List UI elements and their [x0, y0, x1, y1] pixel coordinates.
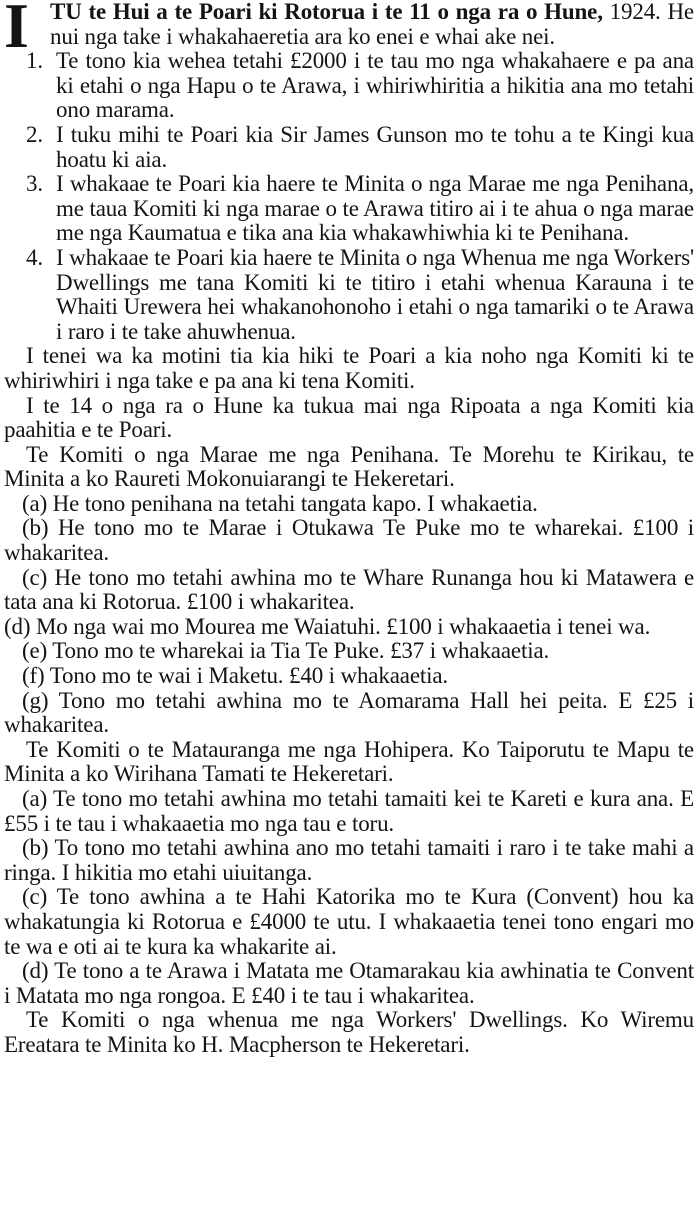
list-item: [4, 246, 694, 344]
education-item-c: (c) Te tono awhina a te Hahi Katorika mo te Kura (Convent) hou ka whakatungia ki Rotorua e £4000 te utu. I whakaaetia tenei tono engari mo te wa e oti ai te kura ka whakarite ai.: [4, 884, 694, 959]
motion-paragraph: I tenei wa ka motini tia kia hiki te Poari a kia noho nga Komiti ki te whiriwhiri i nga take e pa ana ki tena Komiti.: [4, 343, 694, 393]
item-text: Te tono kia wehea tetahi £2000 i te tau mo nga whakahaere e pa ana ki etahi o nga Hapu o te Arawa, i whiriwhiritia a hikitia ana mo tetahi ono marama.: [56, 48, 694, 123]
intro-paragraph: [4, 0, 694, 61]
marae-item-g: (g) Tono mo tetahi awhina mo te Aomarama Hall hei peita. E £25 i whakaritea.: [4, 687, 694, 738]
list-item: [4, 172, 694, 246]
item-text: I whakaae te Poari kia haere te Minita o nga Whenua me nga Workers' Dwellings me tana Komiti ki te titiro i etahi whenua Karauna i te Whaiti Urewera hei whakanohonoho i etahi o nga tamariki o te Arawa i raro i te take ahuwhenua.: [56, 244, 694, 344]
education-item-b: (b) To tono mo tetahi awhina ano mo tetahi tamaiti i raro i te take mahi a ringa. I hikitia mo etahi uiuitanga.: [4, 835, 694, 885]
item-number: 1.: [26, 48, 43, 74]
reports-paragraph: I te 14 o nga ra o Hune ka tukua mai nga Ripoata a nga Komiti kia paahitia e te Poari.: [4, 392, 694, 443]
list-item: [4, 123, 694, 172]
education-item-a: (a) Te tono mo tetahi awhina mo tetahi tamaiti kei te Kareti e kura ana. E £55 i te tau i whakaaetia mo nga tau e toru.: [4, 786, 694, 836]
marae-item-d: (d) Mo nga wai mo Mourea me Waiatuhi. £100 i whakaaetia i tenei wa.: [4, 613, 651, 639]
education-item-d: (d) Te tono a te Arawa i Matata me Otamarakau kia awhinatia te Convent i Matata mo nga rongoa. E £40 i te tau i whakaritea.: [4, 958, 694, 1008]
item-text: I tuku mihi te Poari kia Sir James Gunson mo te tohu a te Kingi kua hoatu ki aia.: [56, 121, 694, 172]
marae-item-b: (b) He tono mo te Marae i Otukawa Te Puke mo te wharekai. £100 i whakaritea.: [4, 515, 694, 566]
intro-rest: 1924. He nui nga take i whakahaeretia ara ko enei e whai ake nei.: [50, 0, 694, 49]
marae-item-e: (e) Tono mo te wharekai ia Tia Te Puke. £37 i whakaaetia.: [22, 638, 550, 664]
resolution-list: [4, 49, 694, 344]
drop-cap: I: [4, 0, 29, 61]
marae-item-c: (c) He tono mo tetahi awhina mo te Whare Runanga hou ki Matawera e tata ana ki Rotorua. £100 i whakaritea.: [4, 564, 694, 615]
marae-committee-heading: Te Komiti o nga Marae me nga Penihana. Te Morehu te Kirikau, te Minita a ko Raureti Mokonuiarangi te Hekeretari.: [4, 441, 694, 492]
marae-item-a: (a) He tono penihana na tetahi tangata kapo. I whakaetia.: [22, 490, 538, 516]
list-item: [4, 49, 694, 123]
education-committee-heading: Te Komiti o te Matauranga me nga Hohipera. Ko Taiporutu te Mapu te Minita a ko Wirihana Tamati te Hekeretari.: [4, 736, 694, 787]
item-number: 4.: [26, 244, 43, 270]
item-number: 3.: [26, 171, 43, 197]
land-committee-heading: Te Komiti o nga whenua me nga Workers' Dwellings. Ko Wiremu Ereatara te Minita ko H. Macpherson te Hekeretari.: [4, 1007, 694, 1057]
marae-item-f: (f) Tono mo te wai i Maketu. £40 i whakaaetia.: [22, 663, 449, 689]
item-text: I whakaae te Poari kia haere te Minita o nga Marae me nga Penihana, me taua Komiti ki nga marae o te Arawa titiro ai i te ahua o nga marae me nga Kaumatua e tika ana kia whakawhiwhia ki te Penihana.: [56, 171, 694, 246]
item-number: 2.: [26, 121, 43, 147]
intro-lead: TU te Hui a te Poari ki Rotorua i te 11 o nga ra o Hune,: [50, 0, 603, 24]
